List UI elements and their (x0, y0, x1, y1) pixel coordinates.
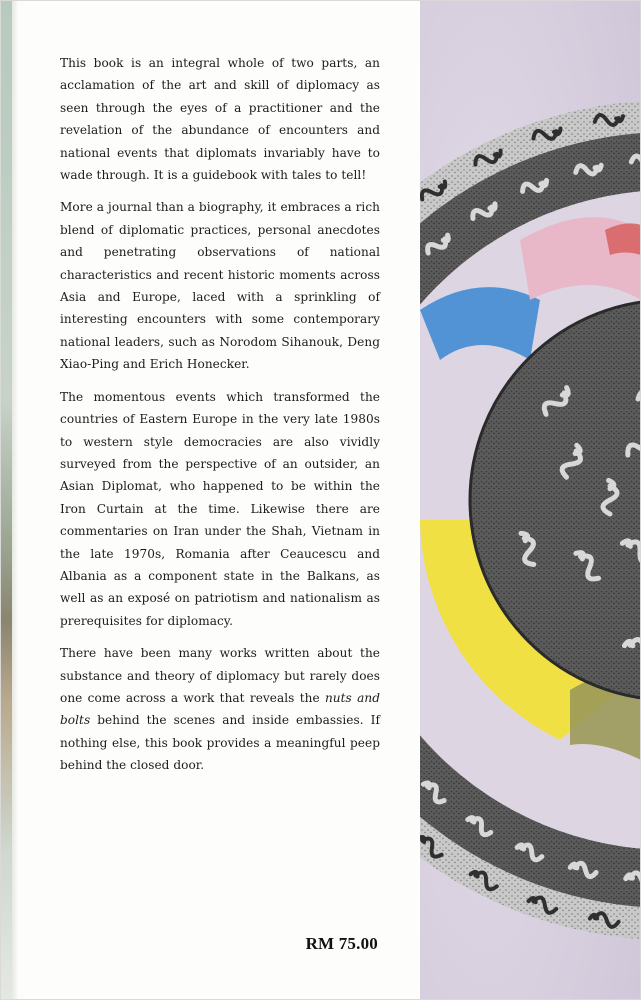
blurb-paragraph-1: This book is an integral whole of two parts, an acclamation of the art and skill of diplomacy as seen through the eyes of a practitioner and the revelation of the abundance of encounters and national events that diplomats invariably have to wade through. It is a guidebook with tales to tell! (60, 56, 380, 183)
blurb-paragraph-2: More a journal than a biography, it embraces a rich blend of diplomatic practices, personal anecdotes and penetrating observations of national characteristics and recent historic moments across Asia and Europe, laced with a sprinkling of interesting encounters with some contemporary national leaders, such as Norodom Sihanouk, Deng Xiao-Ping and Erich Honecker. (60, 200, 380, 372)
mandala-artwork-svg (420, 0, 641, 1000)
blurb-paragraph-4 (60, 642, 380, 776)
price-label: RM 75.00 (305, 934, 378, 953)
red-accent (605, 223, 641, 255)
ornamental-mandala-artwork (420, 0, 641, 1000)
spine-strip (0, 0, 12, 1000)
blurb-paragraph-3: The momentous events which transformed the countries of Eastern Europe in the very late 1980s to western style democracies are also vividly surveyed from the perspective of an outsider, an Asian Diplomat, who happened to be within the Iron Curtain at the time. Likewise there are commentaries on Iran under the Shah, Vietnam in the late 1970s, Romania after Ceaucescu and Albania as a component state in the Balkans, as well as an exposé on patriotism and nationalism as prerequisites for diplomacy. (60, 389, 380, 628)
back-cover-blurb (60, 52, 380, 787)
blurb-paragraph-4-end: behind the scenes and inside embassies. If nothing else, this book provides a meaningful peep behind the closed door. (60, 713, 380, 773)
blurb-italic-phrase: nuts and bolts (60, 690, 380, 728)
blurb-paragraph-4-start: There have been many works written about the substance and theory of diplomacy but rarely does one come across a work that reveals the (60, 646, 380, 705)
